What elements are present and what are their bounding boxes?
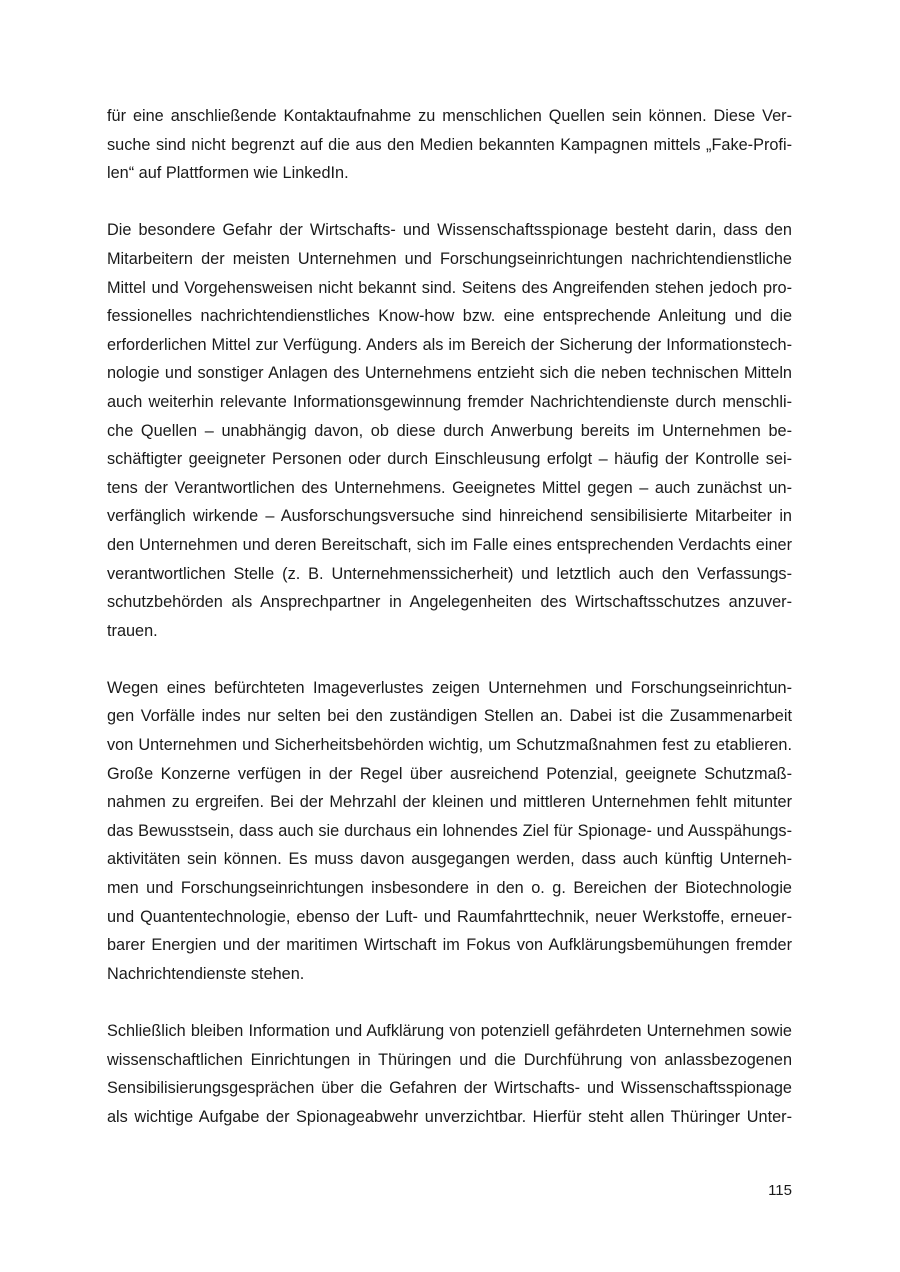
text-line: auch weiterhin relevante Informationsgewinnung fremder Nachrichtendienste durch menschli- xyxy=(107,392,792,411)
paragraph-3 xyxy=(107,674,792,989)
text-line: Schließlich bleiben Information und Aufklärung von potenziell gefährdeten Unternehmen sowie xyxy=(107,1022,792,1040)
text-line: Die besondere Gefahr der Wirtschafts- und Wissenschaftsspionage besteht darin, dass den xyxy=(107,221,792,240)
text-line: verfänglich wirkende – Ausforschungsversuche sind hinreichend sensibilisierte Mitarbeiter in xyxy=(107,507,792,526)
body-text xyxy=(107,102,792,1131)
text-line: wissenschaftlichen Einrichtungen in Thüringen und die Durchführung von anlassbezogenen xyxy=(107,1050,792,1069)
paragraph-spacer xyxy=(107,188,792,217)
text-line: Mitarbeitern der meisten Unternehmen und Forschungseinrichtungen nachrichtendienstliche xyxy=(107,249,792,268)
text-line: schäftigter geeigneter Personen oder durch Einschleusung erfolgt – häufig der Kontrolle sei- xyxy=(107,450,792,469)
text-line: trauen. xyxy=(107,621,158,640)
text-line: und Quantentechnologie, ebenso der Luft- und Raumfahrttechnik, neuer Werkstoffe, erneuer- xyxy=(107,907,792,926)
text-line: che Quellen – unabhängig davon, ob diese durch Anwerbung bereits im Unternehmen be- xyxy=(107,421,792,440)
text-line: Große Konzerne verfügen in der Regel über ausreichend Potenzial, geeignete Schutzmaß- xyxy=(107,764,792,783)
text-line: suche sind nicht begrenzt auf die aus den Medien bekannten Kampagnen mittels „Fake-Profi- xyxy=(107,135,792,154)
text-line: tens der Verantwortlichen des Unternehmens. Geeignetes Mittel gegen – auch zunächst un- xyxy=(107,478,792,497)
text-line: für eine anschließende Kontaktaufnahme zu menschlichen Quellen sein können. Diese Ver- xyxy=(107,107,792,125)
text-line: von Unternehmen und Sicherheitsbehörden wichtig, um Schutzmaßnahmen fest zu etablieren. xyxy=(107,736,792,755)
text-line: barer Energien und der maritimen Wirtschaft im Fokus von Aufklärungsbemühungen fremder xyxy=(107,936,792,955)
text-line: gen Vorfälle indes nur selten bei den zuständigen Stellen an. Dabei ist die Zusammenarbeit xyxy=(107,707,792,726)
text-line: erforderlichen Mittel zur Verfügung. Anders als im Bereich der Sicherung der Informationstech- xyxy=(107,335,792,354)
text-line: fessionelles nachrichtendienstliches Know-how bzw. eine entsprechende Anleitung und die xyxy=(107,307,792,326)
text-line: Sensibilisierungsgesprächen über die Gefahren der Wirtschafts- und Wissenschaftsspionage xyxy=(107,1079,792,1098)
text-line: Nachrichtendienste stehen. xyxy=(107,964,305,983)
text-line: als wichtige Aufgabe der Spionageabwehr unverzichtbar. Hierfür steht allen Thüringer Unter- xyxy=(107,1107,792,1126)
text-line: den Unternehmen und deren Bereitschaft, sich im Falle eines entsprechenden Verdachts einer xyxy=(107,535,792,554)
text-line: das Bewusstsein, dass auch sie durchaus ein lohnendes Ziel für Spionage- und Ausspähungs- xyxy=(107,821,792,840)
paragraph-1 xyxy=(107,102,792,188)
paragraph-spacer xyxy=(107,988,792,1017)
text-line: aktivitäten sein können. Es muss davon ausgegangen werden, dass auch künftig Unterneh- xyxy=(107,850,792,869)
paragraph-2 xyxy=(107,216,792,645)
text-line: len“ auf Plattformen wie LinkedIn. xyxy=(107,164,349,183)
paragraph-4 xyxy=(107,1017,792,1131)
text-line: Mittel und Vorgehensweisen nicht bekannt sind. Seitens des Angreifenden stehen jedoch pro- xyxy=(107,278,792,297)
text-line: verantwortlichen Stelle (z. B. Unternehmenssicherheit) und letztlich auch den Verfassungs- xyxy=(107,564,792,583)
paragraph-spacer xyxy=(107,645,792,674)
text-line: nahmen zu ergreifen. Bei der Mehrzahl der kleinen und mittleren Unternehmen fehlt mitunter xyxy=(107,793,792,812)
text-line: nologie und sonstiger Anlagen des Unternehmens entzieht sich die neben technischen Mitteln xyxy=(107,364,792,383)
text-line: schutzbehörden als Ansprechpartner in Angelegenheiten des Wirtschaftsschutzes anzuver- xyxy=(107,593,792,612)
text-line: men und Forschungseinrichtungen insbesondere in den o. g. Bereichen der Biotechnologie xyxy=(107,879,792,898)
page-number: 115 xyxy=(768,1182,792,1199)
text-line: Wegen eines befürchteten Imageverlustes zeigen Unternehmen und Forschungseinrichtun- xyxy=(107,678,792,697)
